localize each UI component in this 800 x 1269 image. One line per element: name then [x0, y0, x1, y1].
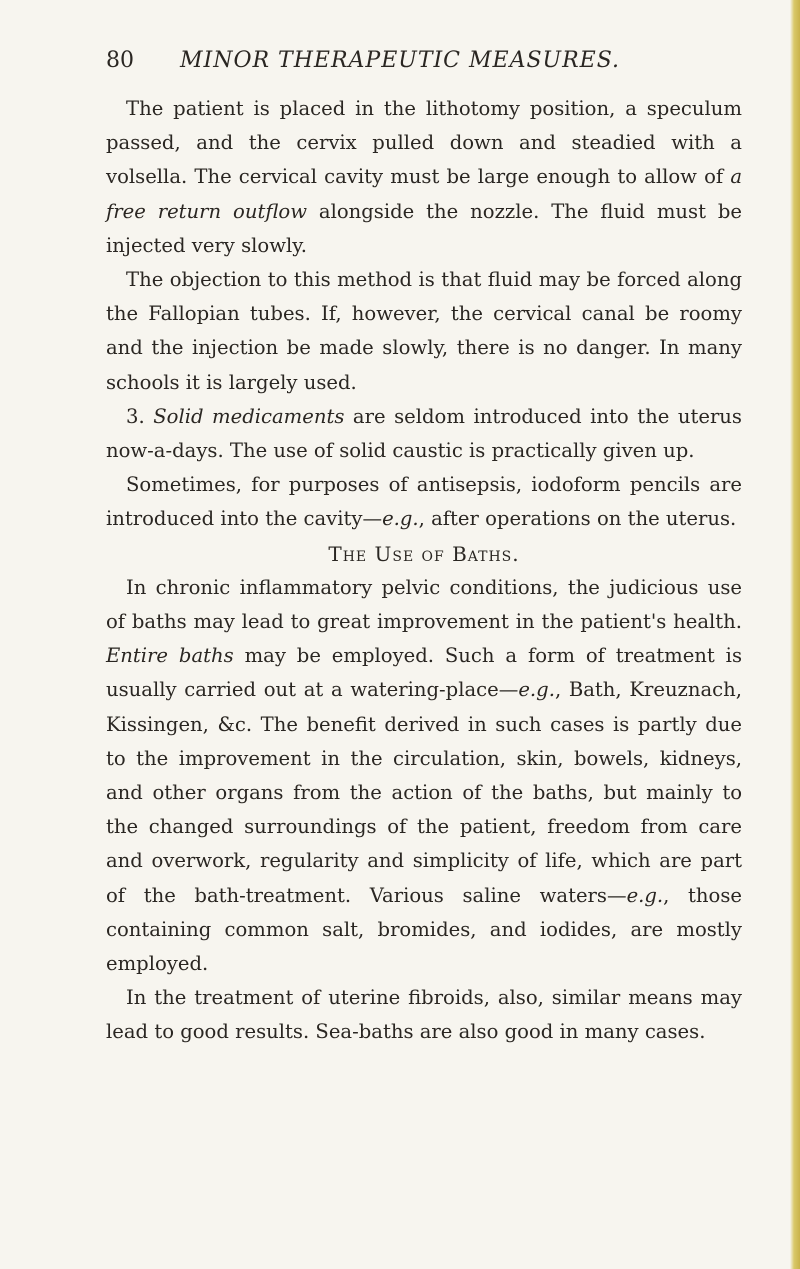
running-head: MINOR THERAPEUTIC MEASURES.: [179, 48, 620, 73]
section-heading: The Use of Baths.: [328, 541, 520, 566]
paragraph-2: The objection to this method is that fluid may be forced along the Fallopian tubes. If, however, the cervical canal be roomy and the injection be made slowly, there is no danger. In many schools it is largely used.: [106, 268, 742, 394]
page-edge: [790, 0, 800, 1269]
page-number: 80: [106, 48, 134, 73]
paragraph-6: In the treatment of uterine fibroids, also, similar means may lead to good results. Sea-baths are also good in many cases.: [106, 986, 742, 1044]
paragraph-1: The patient is placed in the lithotomy position, a speculum passed, and the cervix pulled down and steadied with a volsella. The cervical cavity must be large enough to allow of a free return outflow alongside the nozzle. The fluid must be injected very slowly.: [106, 97, 742, 257]
paragraph-4: Sometimes, for purposes of antisepsis, iodoform pencils are introduced into the cavity—e.g., after operations on the uterus.: [106, 473, 742, 531]
italic-phrase: Entire baths: [106, 644, 234, 668]
italic-phrase: a free return outflow: [106, 165, 742, 223]
italic-phrase: Solid medicaments: [153, 404, 345, 428]
page-header: [0, 48, 800, 84]
paragraph-3: 3. Solid medicaments are seldom introduced into the uterus now-a-days. The use of solid caustic is practically given up.: [106, 404, 742, 463]
body-text: [106, 92, 742, 1050]
paragraph-5: In chronic inflammatory pelvic conditions, the judicious use of baths may lead to great improvement in the patient's health. Entire baths may be employed. Such a form of treatment is usually carried out at a watering-place—e.g., Bath, Kreuznach, Kissingen, &c. The benefit derived in such cases is partly due to the improvement in the circulation, skin, bowels, kidneys, and other organs from the action of the baths, but mainly to the changed surroundings of the patient, freedom from care and overwork, regularity and simplicity of life, which are part of the bath-treatment. Various saline waters—e.g., those containing common salt, bromides, and iodides, are mostly employed.: [106, 575, 743, 976]
